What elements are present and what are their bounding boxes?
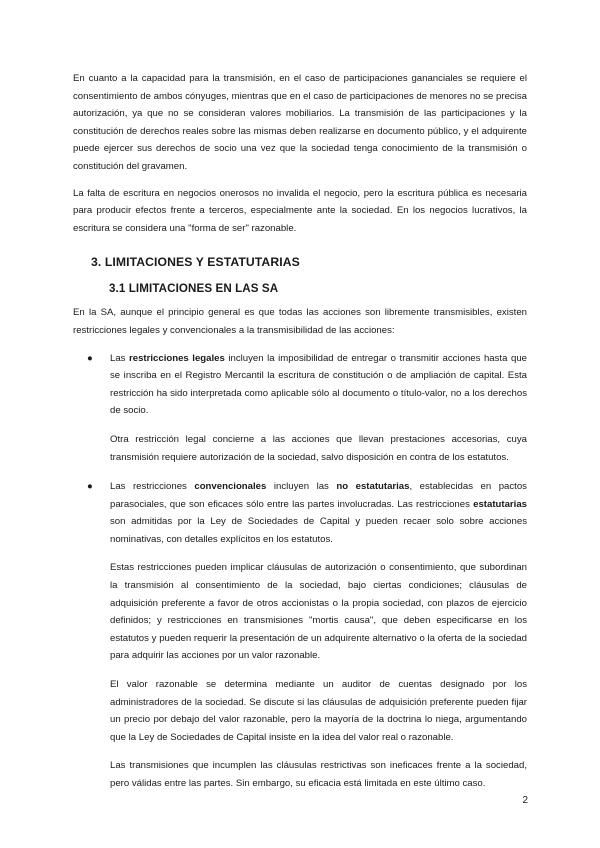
document-page xyxy=(73,70,527,793)
list-item-text: Las restricciones convencionales incluyen las no estatutarias, establecidas en pactos parasociales, que son eficaces sólo entre las partes involucradas. Las restricciones estatutarias son admitidas por la Ley de Sociedades de Capital y pueden recaer solo sobre acciones nominativas, con detalles explícitos en los estatutos. xyxy=(110,481,527,545)
bold-term: restricciones legales xyxy=(129,352,225,364)
bold-term: no estatutarias xyxy=(336,481,410,493)
paragraph-capacity: En cuanto a la capacidad para la transmisión, en el caso de participaciones gananciales se requiere el consentimiento de ambos cónyuges, mientras que en el caso de participaciones de menores no se precisa autorización, ya que no se consideran valores mobiliarios. La transmisión de las participaciones y la constitución de derechos reales sobre las mismas deben realizarse en documento público, y el adquirente puede ejercer sus derechos de socio una vez que la sociedad tenga conocimiento de la transmisión o constitución del gravamen. xyxy=(73,73,527,172)
bold-term: convencionales xyxy=(194,481,267,493)
paragraph-escritura: La falta de escritura en negocios onerosos no invalida el negocio, pero la escritura pública es necesaria para producir efectos frente a terceros, especialmente ante la sociedad. En los negocios lucrativos, la escritura se considera una "forma de ser" razonable. xyxy=(73,187,527,234)
list-item-restricciones-convencionales xyxy=(73,478,527,793)
list-item-paragraph: Las transmisiones que incumplen las cláusulas restrictivas son ineficaces frente a la sociedad, pero válidas entre las partes. Sin embargo, su eficacia está limitada en este último caso. xyxy=(110,760,527,789)
list-item-paragraph: Otra restricción legal concierne a las acciones que llevan prestaciones accesorias, cuya transmisión requiere autorización de la sociedad, salvo disposición en contra de los estatutos. xyxy=(110,433,527,463)
bullet-icon: ● xyxy=(87,481,93,493)
list-item-restricciones-legales xyxy=(73,350,527,467)
bullet-list xyxy=(73,350,527,793)
section-heading: 3. LIMITACIONES Y ESTATUTARIAS xyxy=(91,255,300,270)
page-number: 2 xyxy=(522,795,528,806)
list-item-text: Las restricciones legales incluyen la imposibilidad de entregar o transmitir acciones hasta que se inscriba en el Registro Mercantil la escritura de constitución o de ampliación de capital. Esta restricción ha sido interpretada como aplicable sólo al documento o título-valor, no a los derechos de socio. xyxy=(110,352,527,417)
bold-term: estatutarias xyxy=(473,498,527,510)
list-item-paragraph: El valor razonable se determina mediante un auditor de cuentas designado por los administradores de la sociedad. Se discute si las cláusulas de adquisición preferente pueden fijar un precio por debajo del valor razonable, pero la mayoría de la doctrina lo niega, argumentando que la Ley de Sociedades de Capital insiste en la idea del valor real o razonable. xyxy=(110,679,527,743)
bullet-icon: ● xyxy=(87,352,93,364)
subsection-intro: En la SA, aunque el principio general es que todas las acciones son libremente transmisibles, existen restricciones legales y convencionales a la transmisibilidad de las acciones: xyxy=(73,307,527,336)
list-item-paragraph: Estas restricciones pueden implicar cláusulas de autorización o consentimiento, que subordinan la transmisión al consentimiento de la sociedad, bajo ciertas condiciones; cláusulas de adquisición preferente a favor de otros accionistas o la propia sociedad, con plazos de ejercicio definidos; y restricciones en transmisiones "mortis causa", que deben especificarse en los estatutos y pueden requerir la presentación de un adquirente alternativo o la oferta de la sociedad para adquirir las acciones por un valor razonable. xyxy=(110,562,527,662)
subsection-heading: 3.1 LIMITACIONES EN LAS SA xyxy=(109,282,279,296)
